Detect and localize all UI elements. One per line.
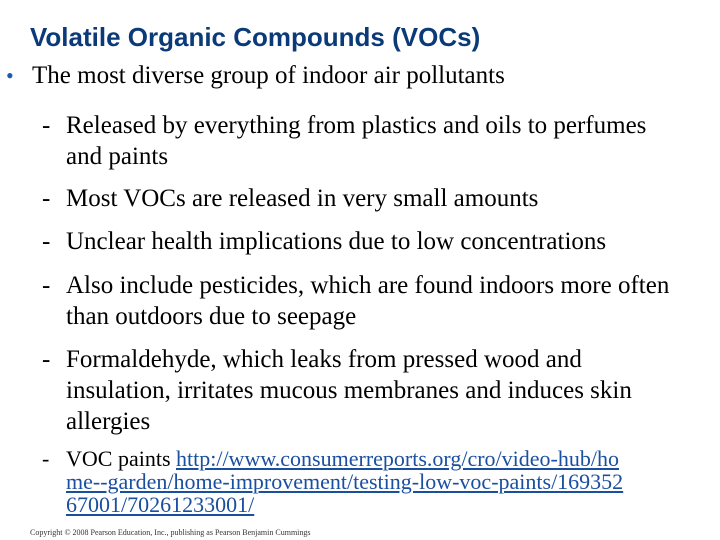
- sub-item-link: [42, 447, 662, 519]
- sub-item: [42, 183, 682, 214]
- sub-item: [42, 270, 702, 332]
- dash-marker: -: [42, 228, 51, 255]
- dash-marker: -: [42, 346, 51, 373]
- dash-marker: -: [42, 112, 51, 139]
- sub-item: [42, 226, 702, 257]
- bullet-icon: •: [6, 63, 14, 88]
- copyright-notice: Copyright © 2008 Pearson Education, Inc., publishing as Pearson Benjamin Cummings: [30, 528, 311, 537]
- dash-marker: -: [42, 185, 51, 212]
- link-prefix: VOC paints: [66, 446, 176, 471]
- slide-title: Volatile Organic Compounds (VOCs): [30, 22, 481, 52]
- sub-item-text: Also include pesticides, which are found indoors more often than outdoors due to seepage: [66, 272, 670, 330]
- sub-item-text: Unclear health implications due to low concentrations: [66, 228, 607, 255]
- sub-item-text: [66, 447, 626, 516]
- video-link[interactable]: http://www.consumerreports.org/cro/video-hub/home--garden/home-improvement/testing-low-voc-paints/16935267001/70261233001/: [66, 446, 624, 517]
- sub-item-text: Formaldehyde, which leaks from pressed wood and insulation, irritates mucous membranes and induces skin allergies: [66, 346, 632, 435]
- sub-item-text: Released by everything from plastics and oils to perfumes and paints: [66, 112, 647, 170]
- sub-item-text: Most VOCs are released in very small amounts: [66, 185, 539, 212]
- sub-item: [42, 344, 702, 437]
- main-bullet-text: The most diverse group of indoor air pollutants: [32, 62, 505, 89]
- dash-marker: -: [42, 446, 50, 471]
- sub-item: [42, 110, 682, 172]
- dash-marker: -: [42, 272, 51, 299]
- main-bullet: [6, 62, 505, 90]
